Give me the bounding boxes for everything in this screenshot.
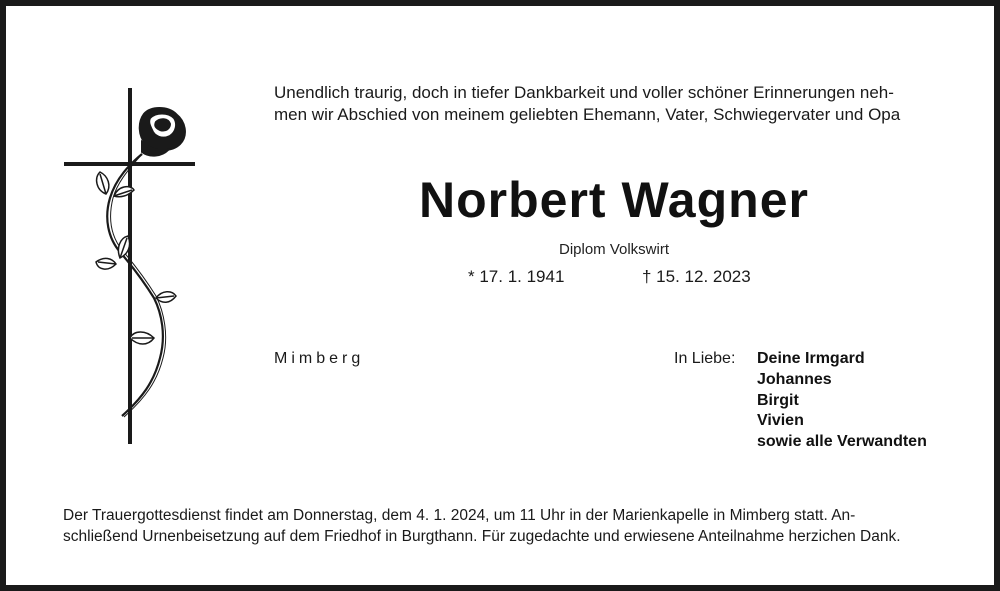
cross-with-rose-icon xyxy=(58,86,203,448)
mourner-name: Vivien xyxy=(757,412,804,430)
service-line: schließend Urnenbeisetzung auf dem Friedhof in Burgthann. Für zugedachte und erwiesene Anteilnahme herzichen Dank. xyxy=(63,528,901,545)
service-info xyxy=(63,505,953,547)
intro-text xyxy=(274,82,964,126)
deceased-name: Norbert Wagner xyxy=(419,172,809,228)
birth-date: * 17. 1. 1941 xyxy=(468,267,565,286)
intro-line: men wir Abschied von meinem geliebten Ehemann, Vater, Schwiegervater und Opa xyxy=(274,105,901,124)
service-line: Der Trauergottesdienst findet am Donnerstag, dem 4. 1. 2024, um 11 Uhr in der Marienkapelle in Mimberg statt. An- xyxy=(63,507,856,524)
mourner-name: Birgit xyxy=(757,391,799,409)
deceased-title: Diplom Volkswirt xyxy=(558,241,670,258)
mourners-label: In Liebe: xyxy=(674,350,736,367)
mourner-name: Johannes xyxy=(757,370,832,388)
death-date: † 15. 12. 2023 xyxy=(642,267,751,286)
mourners-list xyxy=(757,349,927,453)
mourner-name: sowie alle Verwandten xyxy=(757,433,927,451)
place-name: Mimberg xyxy=(274,350,365,367)
mourner-name: Deine Irmgard xyxy=(757,350,865,367)
intro-line: Unendlich traurig, doch in tiefer Dankbarkeit und voller schöner Erinnerungen neh- xyxy=(274,83,894,102)
